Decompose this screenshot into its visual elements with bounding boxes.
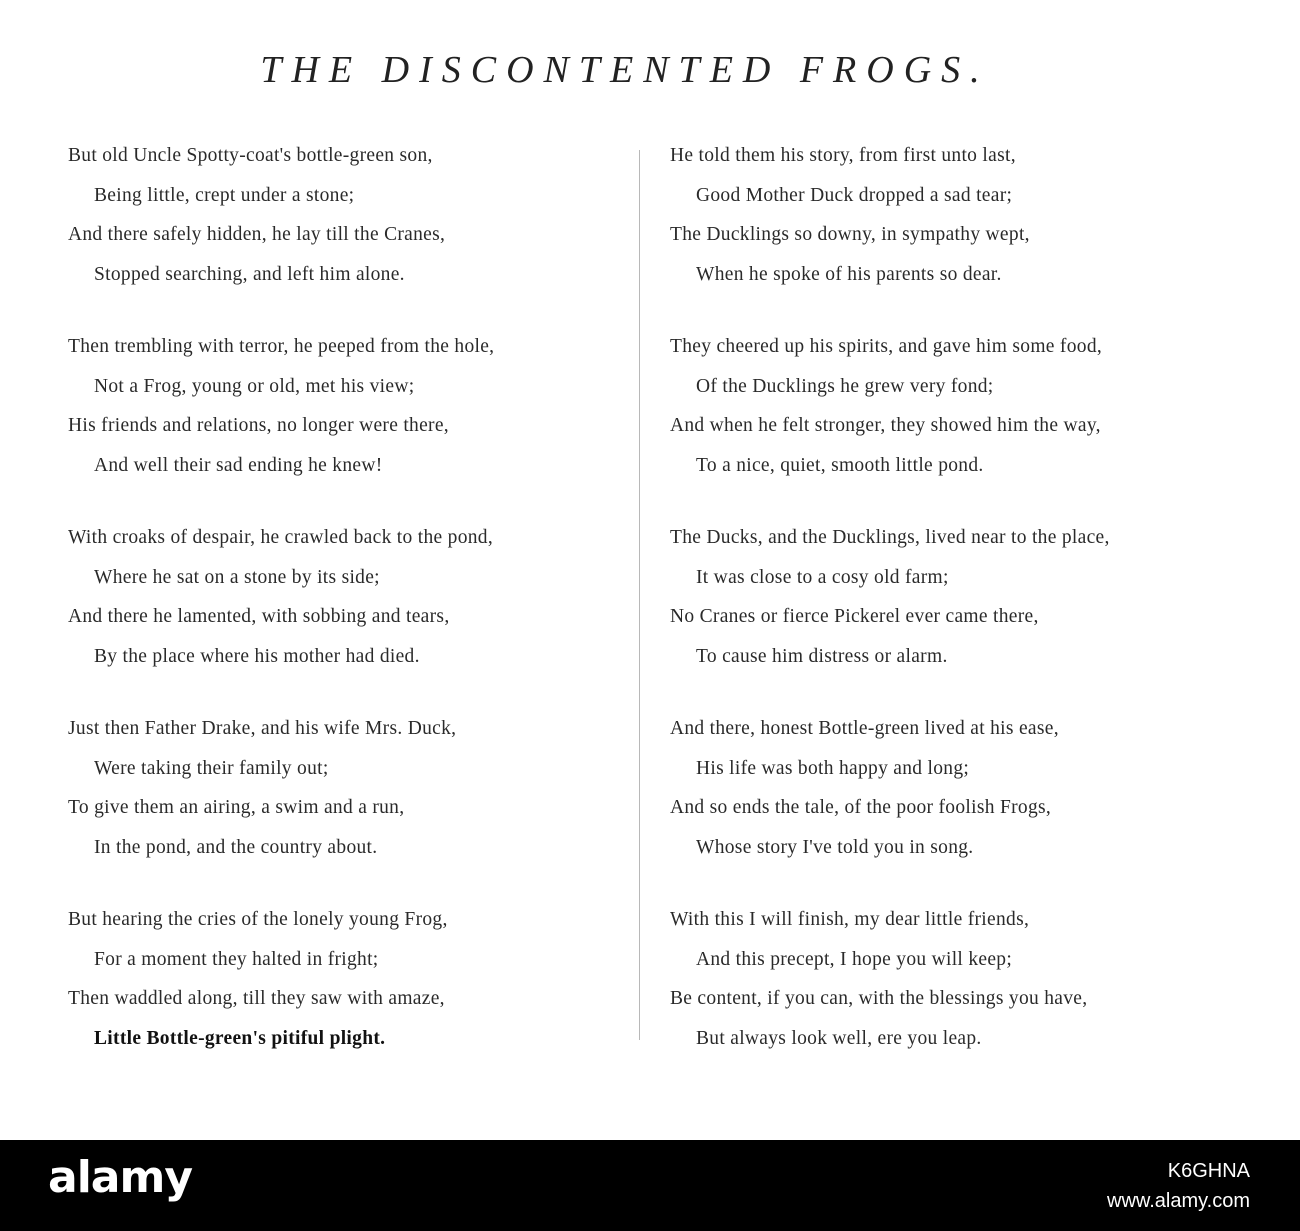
stanza xyxy=(670,709,1230,900)
verse-line: For a moment they halted in fright; xyxy=(94,948,379,970)
verse-line: It was close to a cosy old farm; xyxy=(696,566,949,588)
verse-line: His life was both happy and long; xyxy=(696,757,970,779)
stanza xyxy=(68,900,636,1091)
verse-line: But always look well, ere you leap. xyxy=(696,1027,982,1049)
stanza xyxy=(68,518,636,709)
poem-title: THE DISCONTENTED FROGS. xyxy=(260,49,990,91)
verse-line: And this precept, I hope you will keep; xyxy=(696,948,1013,970)
verse-line: He told them his story, from first unto last, xyxy=(670,145,1016,166)
verse-line: Were taking their family out; xyxy=(94,757,329,779)
verse-line: To cause him distress or alarm. xyxy=(696,645,948,667)
verse-line: Then trembling with terror, he peeped from the hole, xyxy=(68,336,495,357)
verse-line: Good Mother Duck dropped a sad tear; xyxy=(696,184,1013,206)
image-id-label: K6GHNA xyxy=(1167,1160,1250,1182)
stanza xyxy=(670,900,1230,1091)
verse-line: In the pond, and the country about. xyxy=(94,836,378,858)
verse-line: Be content, if you can, with the blessings you have, xyxy=(670,988,1088,1009)
verse-line: They cheered up his spirits, and gave him some food, xyxy=(670,336,1103,357)
verse-line: And there safely hidden, he lay till the Cranes, xyxy=(68,224,446,245)
verse-line: When he spoke of his parents so dear. xyxy=(696,263,1002,285)
verse-line: Not a Frog, young or old, met his view; xyxy=(94,375,415,397)
verse-line: But hearing the cries of the lonely young Frog, xyxy=(68,909,448,930)
verse-line: The Ducklings so downy, in sympathy wept, xyxy=(670,224,1030,245)
stanza xyxy=(670,327,1230,518)
verse-line: Just then Father Drake, and his wife Mrs. Duck, xyxy=(68,718,457,739)
stanza xyxy=(68,327,636,518)
verse-line: By the place where his mother had died. xyxy=(94,645,420,667)
left-column xyxy=(68,136,636,1091)
verse-line: Where he sat on a stone by its side; xyxy=(94,566,380,588)
verse-line: Whose story I've told you in song. xyxy=(696,836,974,858)
verse-line: No Cranes or fierce Pickerel ever came there, xyxy=(670,606,1039,627)
verse-line: To a nice, quiet, smooth little pond. xyxy=(696,454,984,476)
verse-line: With this I will finish, my dear little friends, xyxy=(670,909,1030,930)
verse-line: Of the Ducklings he grew very fond; xyxy=(696,375,994,397)
verse-line: But old Uncle Spotty-coat's bottle-green son, xyxy=(68,145,433,166)
stanza xyxy=(68,709,636,900)
verse-line: And there he lamented, with sobbing and tears, xyxy=(68,606,450,627)
verse-line: And there, honest Bottle-green lived at his ease, xyxy=(670,718,1059,739)
right-column xyxy=(670,136,1230,1091)
stanza xyxy=(670,136,1230,327)
verse-line: His friends and relations, no longer were there, xyxy=(68,415,449,436)
verse-line: And so ends the tale, of the poor foolish Frogs, xyxy=(670,797,1052,818)
column-divider xyxy=(639,150,640,1040)
verse-line: Then waddled along, till they saw with amaze, xyxy=(68,988,445,1009)
verse-line: Little Bottle-green's pitiful plight. xyxy=(94,1027,386,1049)
site-url-label: www.alamy.com xyxy=(1107,1190,1250,1212)
verse-line: With croaks of despair, he crawled back to the pond, xyxy=(68,527,494,548)
verse-line: Being little, crept under a stone; xyxy=(94,184,355,206)
watermark-banner xyxy=(0,1140,1300,1231)
stanza xyxy=(670,518,1230,709)
verse-line: To give them an airing, a swim and a run, xyxy=(68,797,405,818)
verse-line: And when he felt stronger, they showed him the way, xyxy=(670,415,1101,436)
alamy-logo: alamy xyxy=(48,1152,192,1203)
stanza xyxy=(68,136,636,327)
verse-line: And well their sad ending he knew! xyxy=(94,454,383,476)
verse-line: The Ducks, and the Ducklings, lived near to the place, xyxy=(670,527,1110,548)
verse-line: Stopped searching, and left him alone. xyxy=(94,263,405,285)
